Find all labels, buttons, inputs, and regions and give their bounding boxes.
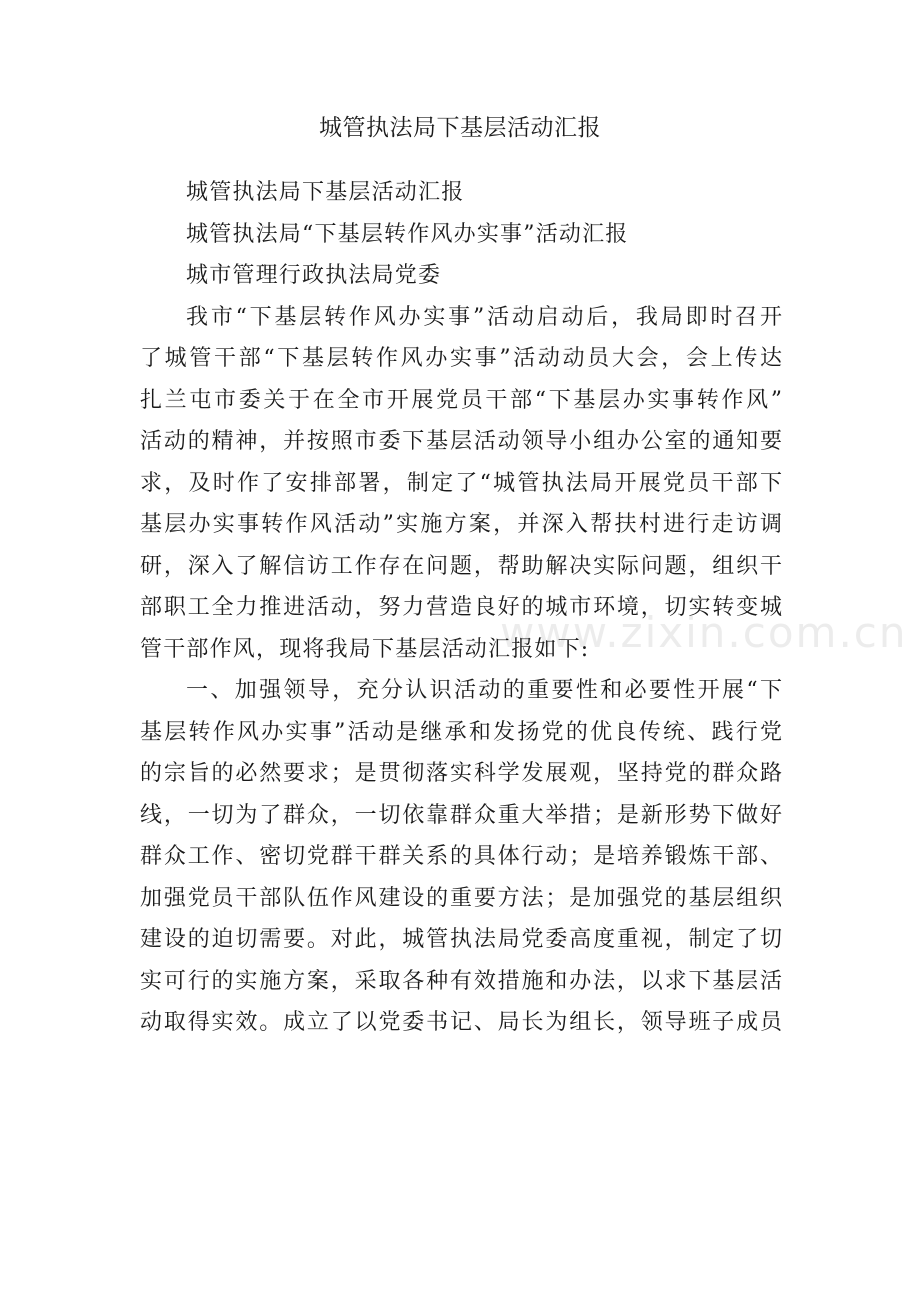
paragraph2-line: 线，一切为了群众，一切依靠群众重大举措；是新形势下做好 <box>140 802 782 828</box>
paragraph1-line: 管干部作风，现将我局下基层活动汇报如下: <box>140 636 590 662</box>
watermark: www.zixin.com.cn <box>500 608 908 657</box>
document-title: 城管执法局下基层活动汇报 <box>319 115 601 141</box>
paragraph1-line: 求，及时作了安排部署，制定了“城管执法局开展党员干部下 <box>140 470 782 496</box>
header-line-3: 城市管理行政执法局党委 <box>186 263 442 288</box>
paragraph1-line: 活动的精神，并按照市委下基层活动领导小组办公室的通知要 <box>140 429 782 454</box>
paragraph1-line: 基层办实事转作风活动”实施方案，并深入帮扶村进行走访调 <box>140 512 782 537</box>
paragraph2-line: 群众工作、密切党群干群关系的具体行动；是培养锻炼干部、 <box>140 844 782 869</box>
header-line-2: 城管执法局“下基层转作风办实事”活动汇报 <box>186 221 629 247</box>
paragraph2-line: 实可行的实施方案，采取各种有效措施和办法，以求下基层活 <box>140 968 782 994</box>
document-body <box>140 172 782 1044</box>
header-line-1: 城管执法局下基层活动汇报 <box>186 180 465 205</box>
paragraph2-line: 基层转作风办实事”活动是继承和发扬党的优良传统、践行党 <box>140 719 782 745</box>
paragraph1-line: 部职工全力推进活动，努力营造良好的城市环境，切实转变城 <box>140 595 782 620</box>
paragraph1-line: 我市“下基层转作风办实事”活动启动后，我局即时召开 <box>186 304 782 330</box>
paragraph2-line: 建设的迫切需要。对此，城管执法局党委高度重视，制定了切 <box>140 927 782 952</box>
paragraph2-line: 一、加强领导，充分认识活动的重要性和必要性开展“下 <box>186 678 782 703</box>
paragraph2-line: 动取得实效。成立了以党委书记、局长为组长，领导班子成员 <box>140 1010 782 1035</box>
paragraph2-line: 的宗旨的必然要求；是贯彻落实科学发展观，坚持党的群众路 <box>140 761 782 786</box>
paragraph2-line: 加强党员干部队伍作风建设的重要方法；是加强党的基层组织 <box>140 885 782 911</box>
paragraph1-line: 扎兰屯市委关于在全市开展党员干部“下基层办实事转作风” <box>140 387 782 413</box>
paragraph1-line: 了城管干部“下基层转作风办实事”活动动员大会，会上传达 <box>140 346 782 371</box>
paragraph1-line: 研，深入了解信访工作存在问题，帮助解决实际问题，组织干 <box>140 553 782 579</box>
